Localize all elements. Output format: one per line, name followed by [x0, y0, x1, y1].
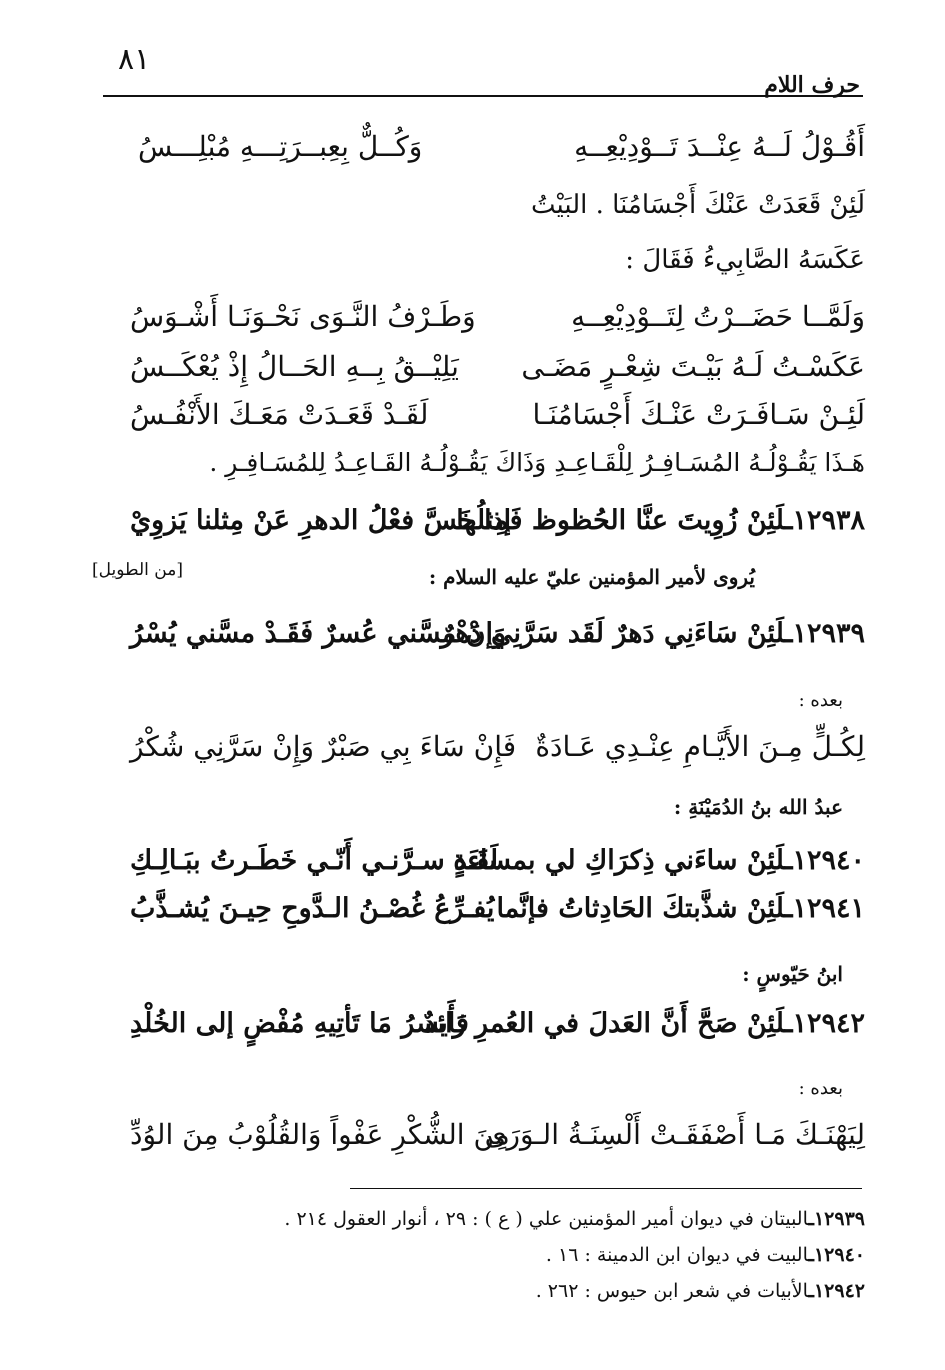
footnote: [536, 1280, 865, 1302]
verse-first-hemistich: عَكَسْـتُ لَـهُ بَيْـتَ شِعْـرٍ مَضَـى: [521, 350, 865, 383]
verse-second-hemistich: وَطَـرْفُ النَّـوَى نَحْـوَنَـا أَشْـوَسُ: [130, 300, 476, 333]
verse-second-hemistich: يَلِيْــقُ بِــهِ الحَــالُ إِذْ يُعْكَــسُ: [130, 350, 459, 383]
verse-first-hemistich: [456, 505, 865, 536]
verse-row: [130, 398, 865, 444]
verse-first-text: لَئِنْ زُوِيتَ عنَّا الحُظوظ فَمِثلُها: [456, 505, 785, 536]
verse-second-hemistich: وَكُــلٌّ بِعِبــرَتِـــهِ مُبْلِـــسُ: [138, 130, 423, 163]
footnote-number: ١٢٩٣٩ـ: [808, 1208, 865, 1230]
verse-row: [130, 730, 865, 776]
prose-line: [130, 190, 865, 236]
verse-number: ١٢٩٣٨ـ: [784, 505, 865, 536]
header-rule: [103, 95, 863, 97]
verse-row-numbered: [130, 1008, 865, 1054]
footnote-number: ١٢٩٤٠ـ: [808, 1244, 865, 1266]
verse-first-hemistich: [423, 1008, 865, 1039]
verse-row: [130, 350, 865, 396]
prose-text: بعده :: [798, 690, 843, 711]
attribution-text: ابنُ حَيّوسٍ :: [742, 962, 843, 986]
footnote: [546, 1244, 865, 1266]
verse-first-text: لَئِنْ سَاءَنِي دَهرٌ لَقَد سَرَّنِي دَهْرٌ: [440, 618, 785, 649]
footnote-text: البيت في ديوان ابن الدمينة : ١٦ .: [545, 1244, 809, 1266]
verse-row: [130, 300, 865, 346]
prose-line: [130, 962, 865, 1008]
meter-note: [من الطويل]: [92, 560, 183, 580]
verse-second-hemistich: لَقَـد سـرَّنـي أَنّـي خَطَـرتُ ببَـالِـكِ: [130, 845, 499, 876]
verse-first-text: لَئِنْ شذَّبتكَ الحَادِثاتُ فإنَّما: [496, 893, 785, 924]
prose-line: [130, 448, 865, 494]
prose-text: هَـذَا يَقُـوْلُـهُ المُسَـافِـرُ لِلْقَـاعِـدِ وَذَاكَ يَقُـوْلُـهُ القَـاعِـدُ لِلمُسَـافِـرِ .: [209, 448, 865, 477]
verse-row-numbered: [130, 618, 865, 664]
footnote-text: الأبيات في شعر ابن حيوس : ٢٦٢ .: [535, 1280, 809, 1302]
attribution-text: يُروى لأمير المؤمنين عليّ عليه السلام :: [428, 565, 755, 589]
prose-text: لَئِنْ قَعَدَتْ عَنْكَ أَجْسَامُنَا . البَيْتُ: [531, 190, 865, 220]
verse-second-hemistich: لَقَـدْ قَعَـدَتْ مَعَـكَ الأَنْفُـسُ: [130, 398, 429, 431]
verse-first-hemistich: [453, 845, 865, 876]
verse-first-text: لَئِنْ صَحَّ أَنَّ العَدلَ في العُمرِ زَائدٌ: [423, 1008, 785, 1039]
verse-second-hemistich: مِنَ الشُّكْرِ عَفْواً وَالقُلُوْبُ مِنَ الوُدِّ: [130, 1118, 510, 1151]
verse-second-hemistich: فأَيسرُ مَا تَأتِيهِ مُفْضٍ إلى الخُلْدِ: [130, 1008, 469, 1039]
verse-first-text: لَئِنْ ساءَني ذِكرَاكِ لي بمساءَةٍ: [453, 845, 785, 876]
footnote: [284, 1208, 865, 1230]
verse-first-hemistich: لِيَهْنَـكَ مَـا أَصْفَقَـتْ أَلْسِنَـةُ الـوَرَى: [484, 1118, 865, 1151]
verse-second-hemistich: إذا خَسَّ فعْلُ الدهرِ عَنْ مِثلنا يَزوِيْ: [130, 505, 512, 536]
verse-first-hemistich: وَلَمَّــا حَضَــرْتُ لِتَــوْدِيْعِــهِ: [571, 300, 865, 333]
verse-number: ١٢٩٤٠ـ: [784, 845, 865, 876]
attribution-text: عبدُ الله بنُ الدُمَيْنَةِ :: [673, 795, 843, 819]
page-number: ٨١: [118, 42, 151, 77]
verse-row-numbered: [130, 505, 865, 551]
verse-first-hemistich: [496, 893, 865, 924]
prose-text: عَكَسَهُ الصَّابِيءُ فَقَالَ :: [625, 245, 865, 275]
footnote-text: البيتان في ديوان أمير المؤمنين علي ( ع ) : ٢٩ ، أنوار العقول ٢١٤ .: [284, 1208, 809, 1230]
verse-second-hemistich: فَإِنْ سَاءَ بِي صَبْرٌ وَإِنْ سَرَّنِي شُكْرُ: [130, 730, 517, 763]
running-head: حرف اللام: [764, 72, 860, 98]
verse-number: ١٢٩٤٢ـ: [784, 1008, 865, 1039]
prose-line: [130, 565, 865, 611]
verse-second-hemistich: يُفـرِّعُ غُصْـنُ الـدَّوحِ حِيـنَ يُشـذَّبُ: [130, 893, 495, 924]
verse-first-hemistich: لَئِـنْ سَـافَـرَتْ عَنْـكَ أَجْسَامُنَـا: [532, 398, 865, 431]
verse-row: [130, 130, 865, 176]
verse-first-hemistich: لِكُـلٍّ مِـنَ الأَيَّـامِ عِنْـدِي عَـادَةٌ: [535, 730, 865, 763]
verse-number: ١٢٩٣٩ـ: [784, 618, 865, 649]
verse-row: [130, 1118, 865, 1164]
verse-second-hemistich: وَإنْ مسَّني عُسرٌ فَقَـدْ مسَّني يُسْرُ: [130, 618, 507, 649]
prose-text: بعده :: [798, 1078, 843, 1099]
prose-line: [130, 245, 865, 291]
verse-number: ١٢٩٤١ـ: [784, 893, 865, 924]
verse-row-numbered: [130, 845, 865, 891]
verse-row-numbered: [130, 893, 865, 939]
verse-first-hemistich: أَقُـوْلُ لَــهُ عِنْــدَ تَــوْدِيْعِــهِ: [574, 130, 865, 163]
footnote-rule: [350, 1188, 862, 1189]
footnote-number: ١٢٩٤٢ـ: [808, 1280, 865, 1302]
prose-line: [130, 795, 865, 841]
